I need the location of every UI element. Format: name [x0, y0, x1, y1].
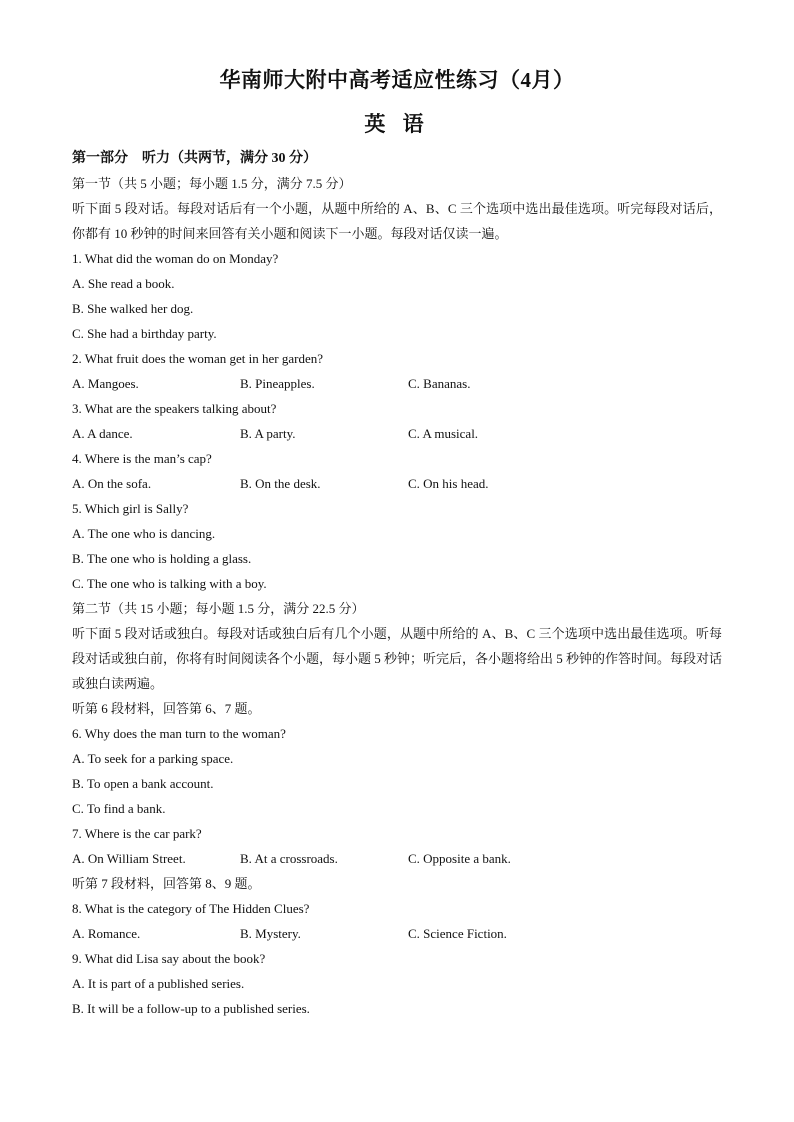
q2-options	[72, 371, 722, 396]
q2-option-c: C. Bananas.	[408, 376, 471, 391]
q7-option-b: B. At a crossroads.	[240, 851, 338, 866]
q7-stem: 7. Where is the car park?	[72, 826, 202, 841]
section2-instructions: 听下面 5 段对话或独白。每段对话或独白后有几个小题，从题中所给的 A、B、C 三个选项中选出最佳选项。听每段对话或独白前，你将有时间阅读各个小题，每小题 5 秒钟；听完后，各小题将给出 5 秒钟的作答时间。每段对话或独白读两遍。	[72, 626, 723, 691]
q2-stem: 2. What fruit does the woman get in her garden?	[72, 351, 324, 366]
q6-stem: 6. Why does the man turn to the woman?	[72, 726, 286, 741]
q7-option-c: C. Opposite a bank.	[408, 851, 511, 866]
q6-option-a: A. To seek for a parking space.	[72, 751, 234, 766]
q7-options	[72, 846, 722, 871]
q3-stem: 3. What are the speakers talking about?	[72, 401, 277, 416]
q4-options	[72, 471, 722, 496]
q4-option-b: B. On the desk.	[240, 476, 321, 491]
q8-option-a: A. Romance.	[72, 926, 141, 941]
section1-heading: 第一节（共 5 小题；每小题 1.5 分，满分 7.5 分）	[72, 176, 352, 191]
q3-option-c: C. A musical.	[408, 426, 479, 441]
q8-option-b: B. Mystery.	[240, 926, 301, 941]
q2-option-a: A. Mangoes.	[72, 376, 139, 391]
q9-option-a: A. It is part of a published series.	[72, 976, 245, 991]
q5-option-a: A. The one who is dancing.	[72, 526, 216, 541]
q1-option-b: B. She walked her dog.	[72, 301, 194, 316]
q1-option-c: C. She had a birthday party.	[72, 326, 217, 341]
q8-options	[72, 921, 722, 946]
subject-title: 英 语	[364, 112, 430, 136]
q4-option-a: A. On the sofa.	[72, 476, 152, 491]
q5-option-c: C. The one who is talking with a boy.	[72, 576, 267, 591]
material6-note: 听第 6 段材料，回答第 6、7 题。	[72, 701, 261, 716]
q8-option-c: C. Science Fiction.	[408, 926, 507, 941]
q3-option-a: A. A dance.	[72, 426, 133, 441]
q9-option-b: B. It will be a follow-up to a published series.	[72, 1001, 310, 1016]
q1-option-a: A. She read a book.	[72, 276, 175, 291]
q4-stem: 4. Where is the man’s cap?	[72, 451, 212, 466]
q1-stem: 1. What did the woman do on Monday?	[72, 251, 279, 266]
q3-options	[72, 421, 722, 446]
q2-option-b: B. Pineapples.	[240, 376, 315, 391]
q7-option-a: A. On William Street.	[72, 851, 186, 866]
section1-instructions: 听下面 5 段对话。每段对话后有一个小题，从题中所给的 A、B、C 三个选项中选出最佳选项。听完每段对话后，你都有 10 秒钟的时间来回答有关小题和阅读下一小题。每段对话仅读一遍。	[72, 201, 722, 241]
q5-option-b: B. The one who is holding a glass.	[72, 551, 252, 566]
q8-stem: 8. What is the category of The Hidden Clues?	[72, 901, 310, 916]
q3-option-b: B. A party.	[240, 426, 296, 441]
q4-option-c: C. On his head.	[408, 476, 489, 491]
section2-heading: 第二节（共 15 小题；每小题 1.5 分，满分 22.5 分）	[72, 601, 365, 616]
q6-option-b: B. To open a bank account.	[72, 776, 214, 791]
q5-stem: 5. Which girl is Sally?	[72, 501, 189, 516]
part1-heading: 第一部分 听力（共两节，满分 30 分）	[72, 151, 317, 166]
q6-option-c: C. To find a bank.	[72, 801, 166, 816]
material7-note: 听第 7 段材料，回答第 8、9 题。	[72, 876, 261, 891]
q9-stem: 9. What did Lisa say about the book?	[72, 951, 266, 966]
exam-title: 华南师大附中高考适应性练习（4月）	[219, 68, 575, 92]
